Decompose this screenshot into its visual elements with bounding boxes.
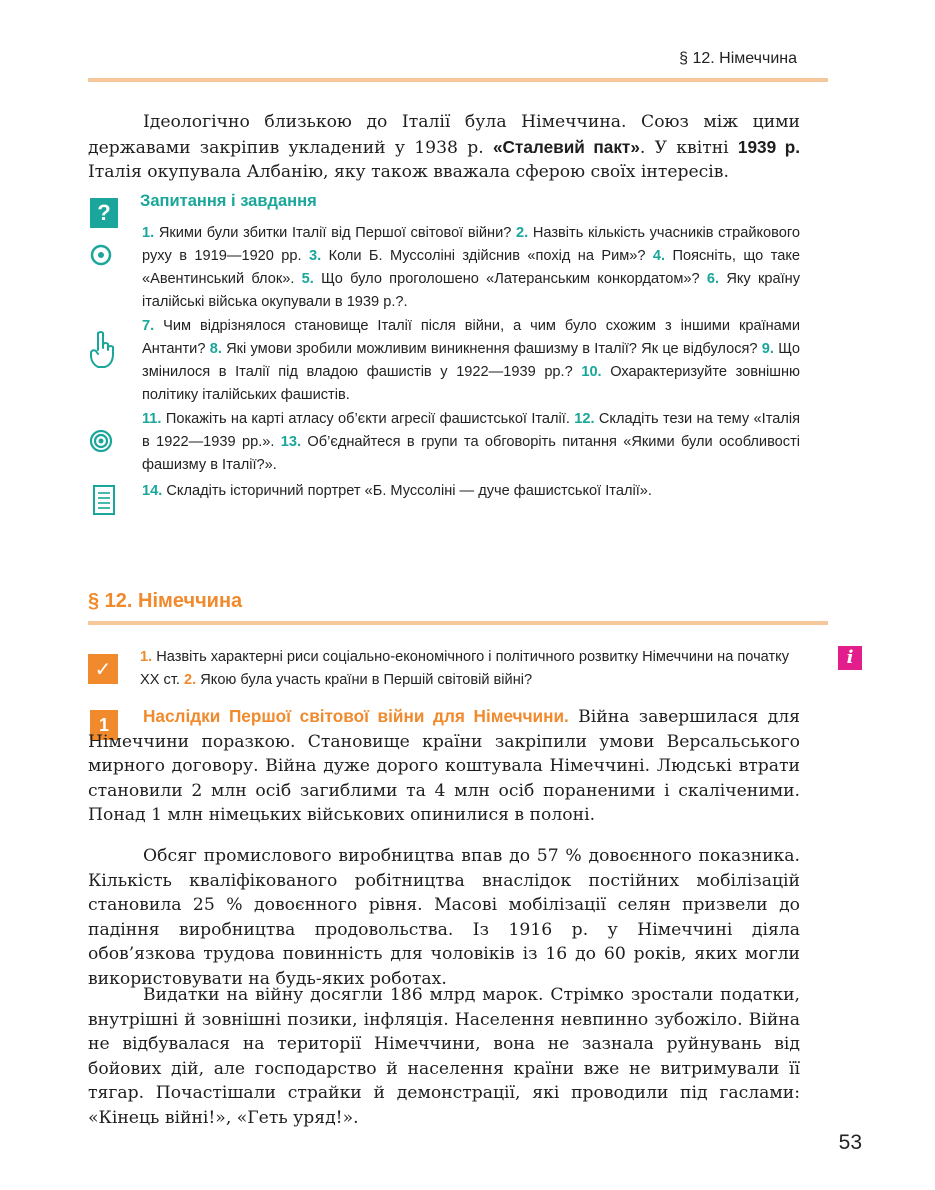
section-paragraph-3: Видатки на війну досягли 186 млрд марок. Стрімко зростали податки, внутрішні й зовнішні позики, інфляція. Населення невпинно зубожіло. Війна не відбувалася на території Німеччини, вона не зазнала руйнувань від бойових дій, але господарство й населення країни вже не витримували її тягар. Почастішали страйки й демонстрації, які проводили під гаслами: «Кінець війні!», «Геть уряд!». [88,985,800,1128]
questions-title: Запитання і завдання [140,192,317,210]
running-header: § 12. Німеччина [679,50,797,67]
intro-paragraph: Ідеологічно близькою до Італії була Німеччина. Союз між цими державами закріпив укладений у 1938 р. «Сталевий пакт». У квітні 1939 р. Італія окупувала Албанію, яку також вважала сферою своїх інтересів. [88,112,800,183]
section-paragraph-2: Обсяг промислового виробництва впав до 57 % довоєнного показника. Кількість кваліфікованого робітництва внаслідок постійних мобілізацій становила 25 % довоєнного рівня. Масові мобілізації селян призвели до падіння виробництва продовольства. Із 1916 р. у Німеччині діяла обов’язкова трудова повинність для чоловіків із 16 до 60 років, яких могли використовувати на будь-яких роботах. [88,846,800,989]
checkmark-icon: ✓ [88,654,118,684]
pact-term: «Сталевий пакт» [492,136,640,157]
questions-group-1: 1. Якими були збитки Італії від Першої світової війни? 2. Назвіть кількість учасників страйкового руху в 1919—1920 рр. 3. Коли Б. Муссоліні здійснив «похід на Рим»? 4. Поясніть, що таке «Авентинський блок». 5. Що було проголошено «Латеранським конкордатом»? 6. Яку країну італійські війська окупували в 1939 р.?. [142,225,801,310]
subheading: Наслідки Першої світової війни для Німеччини. [143,706,569,726]
questions-group-2: 7. Чим відрізнялося становище Італії після війни, а чим було схожим з іншими країнами Антанти? 8. Які умови зробили можливим виникнення фашизму в Італії? Як це відбулося? 9. Що змінилося в Італії під владою фашистів у 1922—1939 рр.? 10. Охарактеризуйте зовнішню політику італійських фашистів. [142,318,801,403]
target-dot-icon [88,242,114,268]
question-mark-icon: ? [90,198,118,228]
year-term: 1939 р. [737,136,800,157]
questions-group-4: 14. Складіть історичний портрет «Б. Муссоліні — дуче фашистської Італії». [142,483,652,499]
header-rule [88,78,828,82]
point-number-badge: 1 [90,710,118,740]
info-icon[interactable]: i [838,646,862,670]
bullseye-icon [88,428,114,454]
section-rule [88,621,828,625]
document-icon [92,484,116,516]
section-intro-questions: 1. Назвіть характерні риси соціально-економічного і політичного розвитку Німеччини на початку ХХ ст. 2. Якою була участь країни в Першій світовій війні? [140,649,790,688]
page-number: 53 [838,1131,862,1154]
section-title: § 12. Німеччина [88,590,243,612]
pointing-hand-icon [88,330,118,370]
section-paragraph-1: Наслідки Першої світової війни для Німеччини. Війна завершилася для Німеччини поразкою. Становище країни закріпили умови Версальського мирного договору. Війна дуже дорого коштувала Німеччині. Людські втрати становили 2 млн осіб загиблими та 4 млн осіб пораненими і скаліченими. Понад 1 млн німецьких військових опинилися в полоні. [88,706,801,826]
questions-group-3: 11. Покажіть на карті атласу об’єкти агресії фашистської Італії. 12. Складіть тези на тему «Італія в 1922—1939 рр.». 13. Об’єднайтеся в групи та обговоріть питання «Якими були особливості фашизму в Італії?». [142,411,800,473]
